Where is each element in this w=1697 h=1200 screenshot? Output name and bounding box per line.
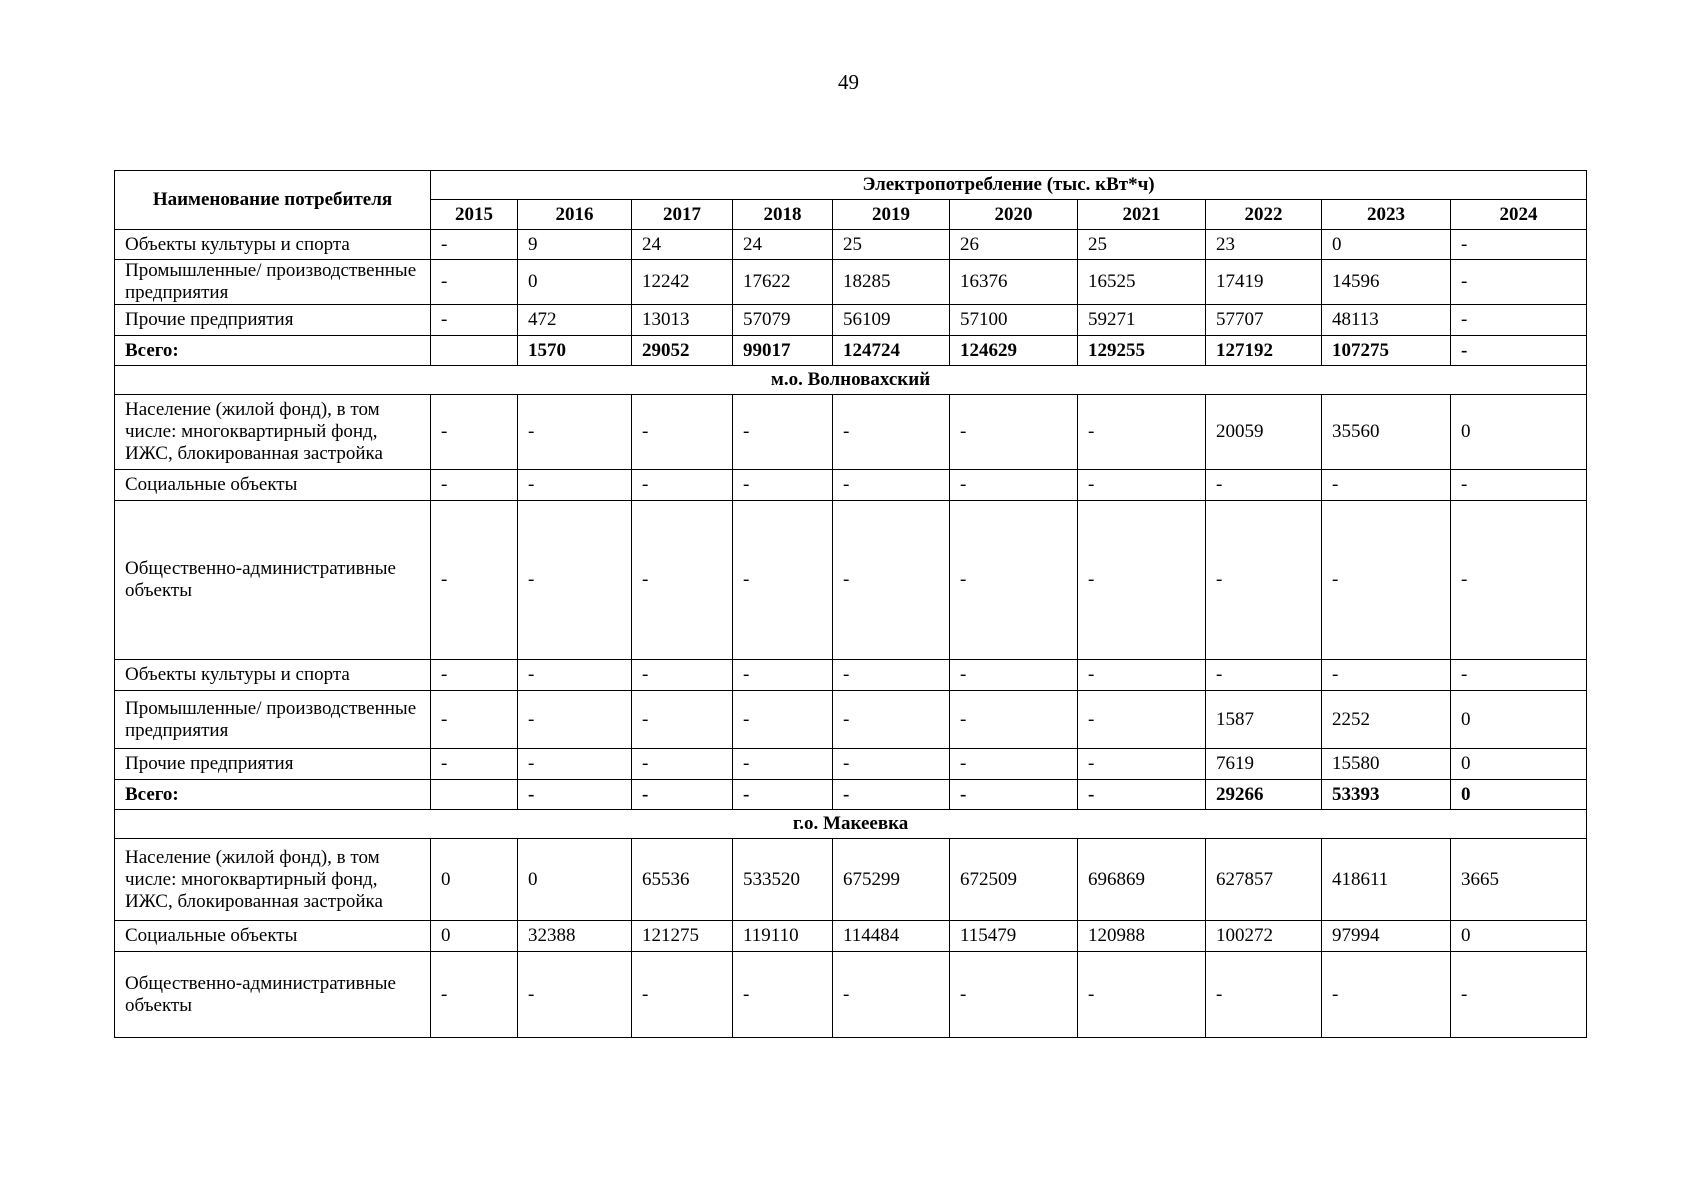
- value-cell: 29266: [1206, 780, 1322, 810]
- consumption-group-header: Электропотребление (тыс. кВт*ч): [431, 171, 1587, 200]
- value-cell: 100272: [1206, 921, 1322, 952]
- value-cell: 16376: [950, 260, 1078, 305]
- year-header: 2016: [518, 200, 632, 230]
- value-cell: -: [518, 501, 632, 660]
- value-cell: 23: [1206, 230, 1322, 260]
- table-row: [115, 921, 1587, 952]
- consumer-name: Прочие предприятия: [115, 749, 431, 780]
- value-cell: 0: [431, 839, 518, 921]
- value-cell: 32388: [518, 921, 632, 952]
- section-title: г.о. Макеевка: [115, 810, 1587, 839]
- consumer-name: Население (жилой фонд), в том числе: многоквартирный фонд, ИЖС, блокированная застройка: [115, 839, 431, 921]
- value-cell: 48113: [1322, 305, 1451, 336]
- value-cell: -: [632, 691, 733, 749]
- table-row: [115, 260, 1587, 305]
- value-cell: 24: [733, 230, 833, 260]
- section-row: [115, 366, 1587, 395]
- value-cell: 65536: [632, 839, 733, 921]
- value-cell: 418611: [1322, 839, 1451, 921]
- value-cell: 57707: [1206, 305, 1322, 336]
- value-cell: -: [632, 395, 733, 470]
- value-cell: -: [431, 660, 518, 691]
- value-cell: 0: [1451, 395, 1587, 470]
- value-cell: 120988: [1078, 921, 1206, 952]
- total-row: [115, 336, 1587, 366]
- table-row: [115, 660, 1587, 691]
- section-row: [115, 810, 1587, 839]
- value-cell: 627857: [1206, 839, 1322, 921]
- consumer-name: Объекты культуры и спорта: [115, 660, 431, 691]
- value-cell: -: [1078, 952, 1206, 1038]
- value-cell: 53393: [1322, 780, 1451, 810]
- value-cell: -: [833, 952, 950, 1038]
- year-header: 2020: [950, 200, 1078, 230]
- value-cell: -: [1451, 305, 1587, 336]
- value-cell: 1587: [1206, 691, 1322, 749]
- value-cell: -: [632, 780, 733, 810]
- value-cell: -: [1451, 470, 1587, 501]
- value-cell: 3665: [1451, 839, 1587, 921]
- table-row: [115, 839, 1587, 921]
- value-cell: 0: [1451, 921, 1587, 952]
- value-cell: 1570: [518, 336, 632, 366]
- value-cell: 121275: [632, 921, 733, 952]
- year-header: 2021: [1078, 200, 1206, 230]
- value-cell: -: [518, 395, 632, 470]
- value-cell: -: [1322, 952, 1451, 1038]
- value-cell: -: [1078, 749, 1206, 780]
- value-cell: -: [518, 749, 632, 780]
- value-cell: -: [632, 501, 733, 660]
- value-cell: -: [1322, 501, 1451, 660]
- value-cell: -: [733, 501, 833, 660]
- value-cell: -: [1322, 470, 1451, 501]
- value-cell: 115479: [950, 921, 1078, 952]
- consumer-name: Население (жилой фонд), в том числе: многоквартирный фонд, ИЖС, блокированная застройка: [115, 395, 431, 470]
- value-cell: -: [833, 691, 950, 749]
- value-cell: 2252: [1322, 691, 1451, 749]
- value-cell: -: [950, 691, 1078, 749]
- value-cell: 124629: [950, 336, 1078, 366]
- value-cell: -: [1322, 660, 1451, 691]
- table-row: [115, 749, 1587, 780]
- value-cell: -: [1451, 952, 1587, 1038]
- value-cell: -: [1078, 691, 1206, 749]
- consumer-name: Социальные объекты: [115, 470, 431, 501]
- table-row: [115, 230, 1587, 260]
- value-cell: -: [733, 691, 833, 749]
- value-cell: 124724: [833, 336, 950, 366]
- value-cell: 696869: [1078, 839, 1206, 921]
- value-cell: -: [1451, 660, 1587, 691]
- value-cell: 56109: [833, 305, 950, 336]
- value-cell: -: [431, 305, 518, 336]
- table-row: [115, 305, 1587, 336]
- value-cell: 35560: [1322, 395, 1451, 470]
- value-cell: 20059: [1206, 395, 1322, 470]
- value-cell: 114484: [833, 921, 950, 952]
- value-cell: -: [833, 470, 950, 501]
- page-number: 49: [838, 70, 859, 94]
- value-cell: -: [833, 395, 950, 470]
- table-row: [115, 952, 1587, 1038]
- value-cell: 675299: [833, 839, 950, 921]
- value-cell: 14596: [1322, 260, 1451, 305]
- value-cell: -: [1078, 501, 1206, 660]
- value-cell: 107275: [1322, 336, 1451, 366]
- value-cell: -: [632, 470, 733, 501]
- value-cell: -: [1078, 780, 1206, 810]
- value-cell: -: [950, 501, 1078, 660]
- value-cell: 672509: [950, 839, 1078, 921]
- value-cell: 533520: [733, 839, 833, 921]
- value-cell: [431, 780, 518, 810]
- table-row: [115, 470, 1587, 501]
- year-header: 2024: [1451, 200, 1587, 230]
- value-cell: 29052: [632, 336, 733, 366]
- consumer-name: Прочие предприятия: [115, 305, 431, 336]
- value-cell: -: [950, 395, 1078, 470]
- value-cell: 26: [950, 230, 1078, 260]
- value-cell: -: [1206, 660, 1322, 691]
- value-cell: -: [431, 501, 518, 660]
- value-cell: -: [1206, 470, 1322, 501]
- value-cell: 99017: [733, 336, 833, 366]
- value-cell: 25: [1078, 230, 1206, 260]
- value-cell: -: [431, 395, 518, 470]
- value-cell: -: [518, 691, 632, 749]
- value-cell: 97994: [1322, 921, 1451, 952]
- value-cell: 59271: [1078, 305, 1206, 336]
- value-cell: 13013: [632, 305, 733, 336]
- value-cell: -: [632, 660, 733, 691]
- value-cell: 17622: [733, 260, 833, 305]
- value-cell: -: [431, 260, 518, 305]
- value-cell: -: [632, 749, 733, 780]
- year-header: 2015: [431, 200, 518, 230]
- value-cell: -: [431, 749, 518, 780]
- consumer-name: Объекты культуры и спорта: [115, 230, 431, 260]
- value-cell: 25: [833, 230, 950, 260]
- value-cell: -: [1451, 336, 1587, 366]
- value-cell: 0: [1451, 749, 1587, 780]
- value-cell: 18285: [833, 260, 950, 305]
- section-title: м.о. Волновахский: [115, 366, 1587, 395]
- year-header: 2017: [632, 200, 733, 230]
- value-cell: 0: [518, 839, 632, 921]
- value-cell: 17419: [1206, 260, 1322, 305]
- value-cell: -: [1451, 501, 1587, 660]
- value-cell: 0: [1451, 780, 1587, 810]
- value-cell: -: [733, 395, 833, 470]
- value-cell: -: [950, 952, 1078, 1038]
- table-row: [115, 395, 1587, 470]
- value-cell: -: [833, 660, 950, 691]
- consumer-name: Промышленные/ производственные предприятия: [115, 260, 431, 305]
- consumer-name: Всего:: [115, 780, 431, 810]
- value-cell: 0: [518, 260, 632, 305]
- value-cell: -: [733, 660, 833, 691]
- value-cell: -: [833, 501, 950, 660]
- value-cell: 7619: [1206, 749, 1322, 780]
- value-cell: 57079: [733, 305, 833, 336]
- value-cell: -: [1451, 230, 1587, 260]
- value-cell: [431, 336, 518, 366]
- value-cell: 0: [1451, 691, 1587, 749]
- value-cell: -: [833, 749, 950, 780]
- value-cell: 57100: [950, 305, 1078, 336]
- table-row: [115, 691, 1587, 749]
- table-row: [115, 501, 1587, 660]
- value-cell: 472: [518, 305, 632, 336]
- value-cell: -: [632, 952, 733, 1038]
- year-header: 2019: [833, 200, 950, 230]
- consumer-name: Общественно-административные объекты: [115, 952, 431, 1038]
- value-cell: -: [431, 470, 518, 501]
- value-cell: -: [431, 230, 518, 260]
- value-cell: -: [431, 691, 518, 749]
- value-cell: -: [950, 749, 1078, 780]
- energy-consumption-table: [114, 170, 1587, 1038]
- consumer-name: Общественно-административные объекты: [115, 501, 431, 660]
- value-cell: -: [733, 952, 833, 1038]
- value-cell: -: [1451, 260, 1587, 305]
- value-cell: 0: [1322, 230, 1451, 260]
- value-cell: -: [1206, 952, 1322, 1038]
- value-cell: -: [950, 780, 1078, 810]
- year-header: 2018: [733, 200, 833, 230]
- value-cell: -: [518, 660, 632, 691]
- value-cell: 24: [632, 230, 733, 260]
- value-cell: -: [1206, 501, 1322, 660]
- value-cell: 9: [518, 230, 632, 260]
- consumer-name: Всего:: [115, 336, 431, 366]
- year-header: 2023: [1322, 200, 1451, 230]
- value-cell: 16525: [1078, 260, 1206, 305]
- value-cell: -: [950, 660, 1078, 691]
- value-cell: -: [518, 952, 632, 1038]
- year-header: 2022: [1206, 200, 1322, 230]
- value-cell: -: [518, 780, 632, 810]
- value-cell: -: [833, 780, 950, 810]
- consumer-name: Промышленные/ производственные предприятия: [115, 691, 431, 749]
- consumer-name: Социальные объекты: [115, 921, 431, 952]
- value-cell: 119110: [733, 921, 833, 952]
- value-cell: 127192: [1206, 336, 1322, 366]
- value-cell: -: [733, 780, 833, 810]
- value-cell: 129255: [1078, 336, 1206, 366]
- value-cell: -: [950, 470, 1078, 501]
- total-row: [115, 780, 1587, 810]
- value-cell: 12242: [632, 260, 733, 305]
- value-cell: -: [431, 952, 518, 1038]
- value-cell: -: [1078, 395, 1206, 470]
- consumer-column-header: Наименование потребителя: [115, 171, 431, 230]
- value-cell: -: [733, 749, 833, 780]
- value-cell: -: [1078, 660, 1206, 691]
- value-cell: 15580: [1322, 749, 1451, 780]
- value-cell: 0: [431, 921, 518, 952]
- value-cell: -: [733, 470, 833, 501]
- value-cell: -: [518, 470, 632, 501]
- value-cell: -: [1078, 470, 1206, 501]
